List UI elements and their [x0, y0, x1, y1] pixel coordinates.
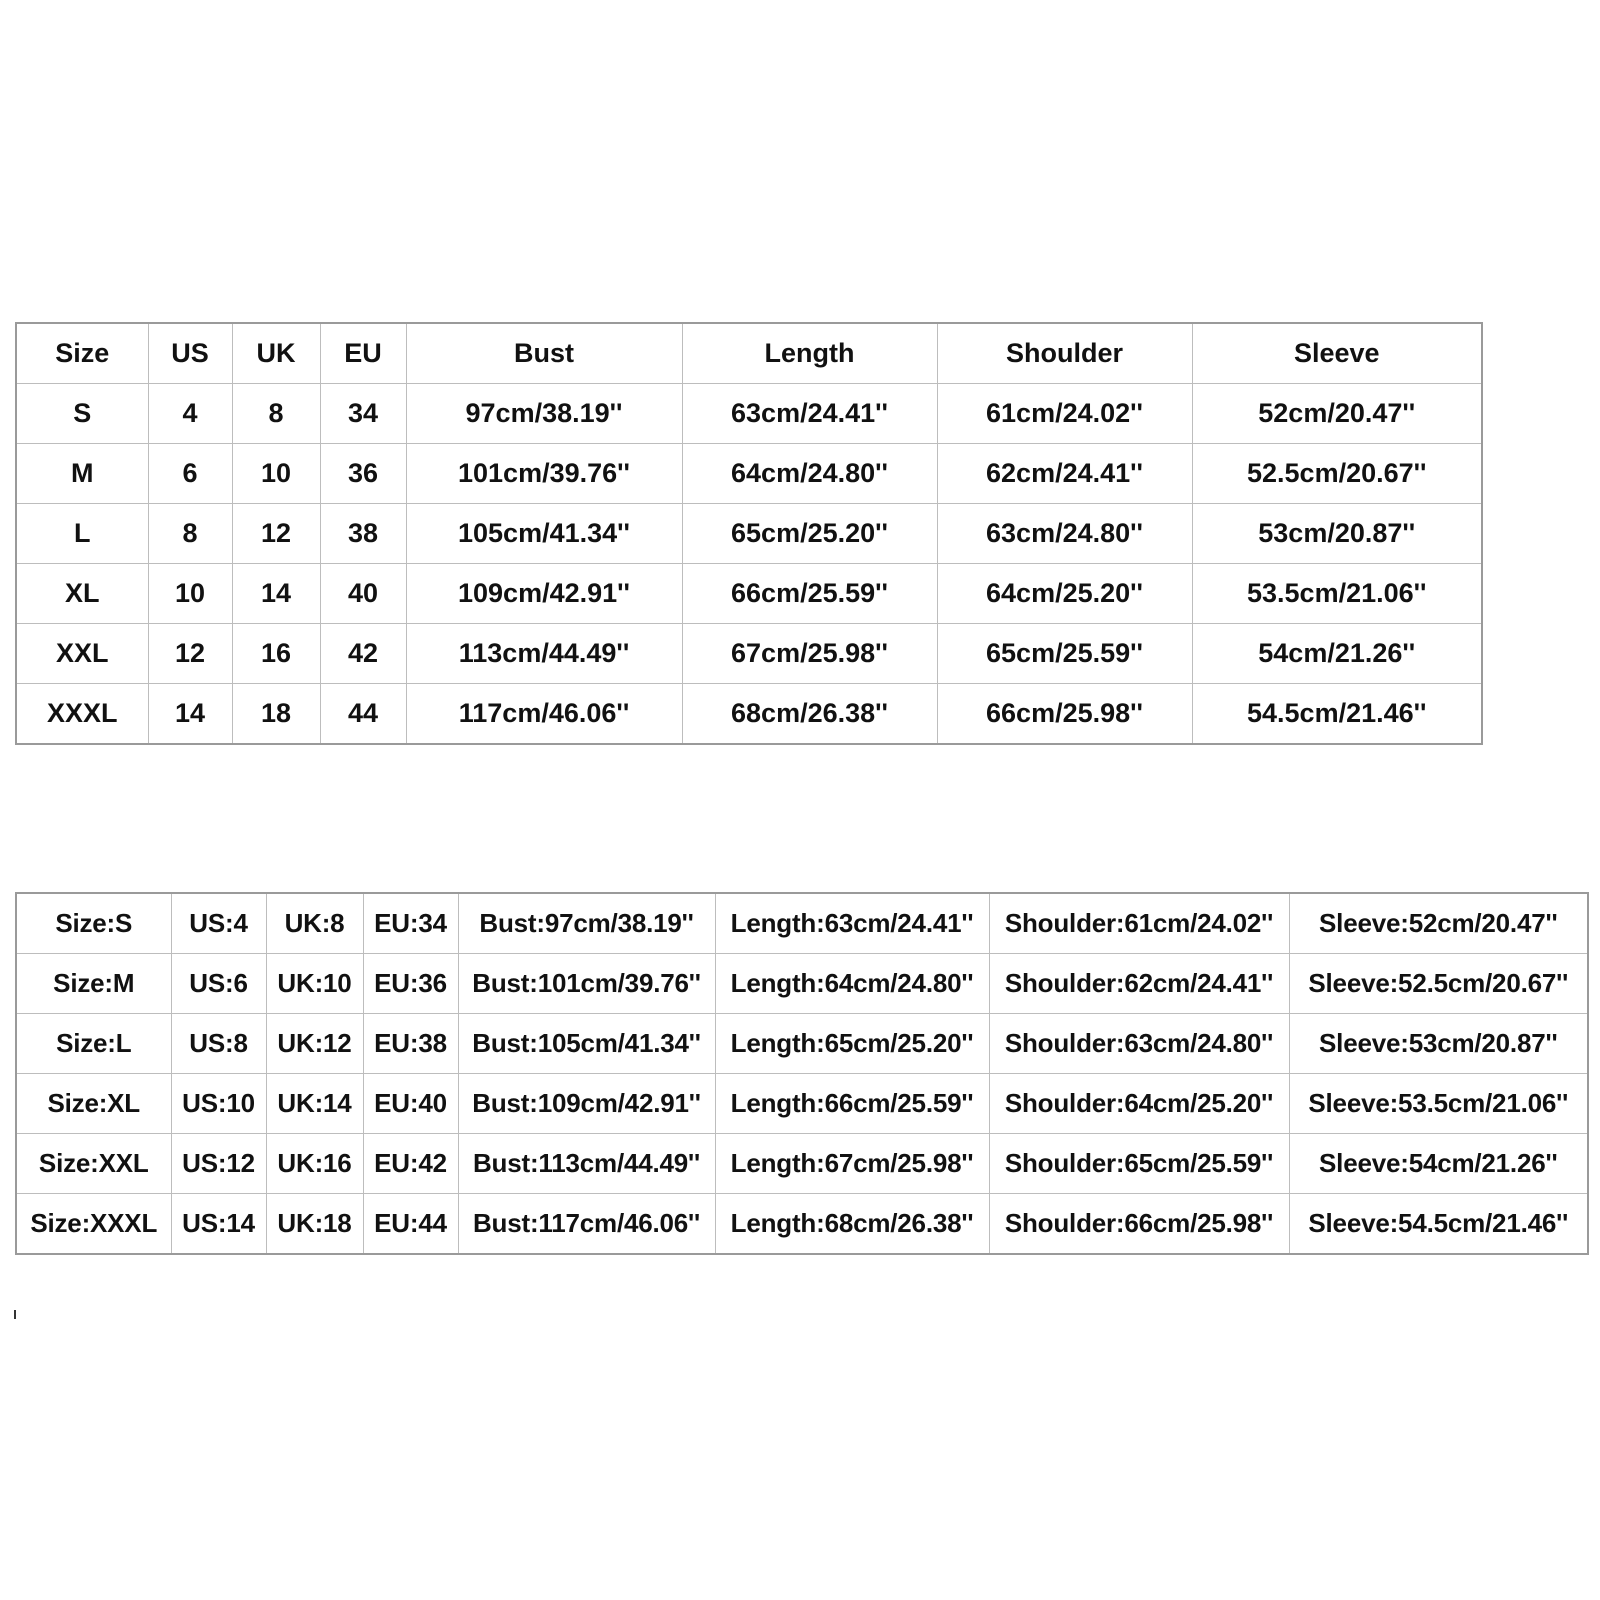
- table-cell: 54.5cm/21.46'': [1192, 684, 1482, 745]
- table-cell: Bust:97cm/38.19'': [458, 893, 715, 954]
- table-cell: US:4: [171, 893, 266, 954]
- table-cell: 53.5cm/21.06'': [1192, 564, 1482, 624]
- table-cell: Length:65cm/25.20'': [715, 1014, 989, 1074]
- table-cell: 12: [232, 504, 320, 564]
- table-cell: Length:68cm/26.38'': [715, 1194, 989, 1255]
- table-cell: UK:8: [266, 893, 363, 954]
- table-cell: 36: [320, 444, 406, 504]
- table-row: [16, 624, 1482, 684]
- table-cell: 63cm/24.41'': [682, 384, 937, 444]
- table-cell: 66cm/25.98'': [937, 684, 1192, 745]
- table-cell: UK:16: [266, 1134, 363, 1194]
- table-cell: Length:66cm/25.59'': [715, 1074, 989, 1134]
- table-cell: 64cm/25.20'': [937, 564, 1192, 624]
- table-cell: Bust:109cm/42.91'': [458, 1074, 715, 1134]
- table-cell: 4: [148, 384, 232, 444]
- table-cell: 53cm/20.87'': [1192, 504, 1482, 564]
- table-cell: US:8: [171, 1014, 266, 1074]
- table-cell: Size:XL: [16, 1074, 171, 1134]
- table-row: [16, 1194, 1588, 1255]
- table-cell: Shoulder:66cm/25.98'': [989, 1194, 1289, 1255]
- table-cell: 44: [320, 684, 406, 745]
- table-cell: 40: [320, 564, 406, 624]
- table-row: [16, 1014, 1588, 1074]
- table-cell: 42: [320, 624, 406, 684]
- table-cell: 18: [232, 684, 320, 745]
- table-cell: EU:42: [363, 1134, 458, 1194]
- table-cell: Bust:105cm/41.34'': [458, 1014, 715, 1074]
- table-row: [16, 444, 1482, 504]
- table-cell: 61cm/24.02'': [937, 384, 1192, 444]
- header-uk: UK: [232, 323, 320, 384]
- table-cell: 8: [232, 384, 320, 444]
- table-cell: 38: [320, 504, 406, 564]
- table-row: [16, 504, 1482, 564]
- table-cell: Length:67cm/25.98'': [715, 1134, 989, 1194]
- table-cell: 113cm/44.49'': [406, 624, 682, 684]
- table-cell: Shoulder:62cm/24.41'': [989, 954, 1289, 1014]
- table-header-row: [16, 323, 1482, 384]
- table-cell: Size:L: [16, 1014, 171, 1074]
- table-cell: EU:40: [363, 1074, 458, 1134]
- table-cell: XXXL: [16, 684, 148, 745]
- table-cell: UK:14: [266, 1074, 363, 1134]
- table-cell: Sleeve:54cm/21.26'': [1289, 1134, 1588, 1194]
- table-cell: 62cm/24.41'': [937, 444, 1192, 504]
- table-cell: UK:12: [266, 1014, 363, 1074]
- table-cell: EU:44: [363, 1194, 458, 1255]
- table-cell: 16: [232, 624, 320, 684]
- table-row: [16, 384, 1482, 444]
- table-cell: 8: [148, 504, 232, 564]
- table-cell: 6: [148, 444, 232, 504]
- table-cell: 117cm/46.06'': [406, 684, 682, 745]
- table-row: [16, 893, 1588, 954]
- header-length: Length: [682, 323, 937, 384]
- table-cell: UK:10: [266, 954, 363, 1014]
- table-cell: Length:63cm/24.41'': [715, 893, 989, 954]
- table-cell: 52cm/20.47'': [1192, 384, 1482, 444]
- table-cell: EU:34: [363, 893, 458, 954]
- size-chart-table: [15, 322, 1483, 745]
- table-cell: Bust:101cm/39.76'': [458, 954, 715, 1014]
- table-cell: Size:XXL: [16, 1134, 171, 1194]
- table-cell: 54cm/21.26'': [1192, 624, 1482, 684]
- table-cell: Length:64cm/24.80'': [715, 954, 989, 1014]
- header-us: US: [148, 323, 232, 384]
- table-cell: XXL: [16, 624, 148, 684]
- table-cell: Sleeve:53.5cm/21.06'': [1289, 1074, 1588, 1134]
- header-size: Size: [16, 323, 148, 384]
- table-cell: 14: [148, 684, 232, 745]
- table-cell: Sleeve:52.5cm/20.67'': [1289, 954, 1588, 1014]
- stray-tick-mark: [14, 1310, 16, 1319]
- table-cell: US:10: [171, 1074, 266, 1134]
- table-cell: Bust:117cm/46.06'': [458, 1194, 715, 1255]
- table-cell: XL: [16, 564, 148, 624]
- table-cell: 10: [232, 444, 320, 504]
- table-cell: Shoulder:64cm/25.20'': [989, 1074, 1289, 1134]
- table-cell: Size:S: [16, 893, 171, 954]
- table-cell: M: [16, 444, 148, 504]
- header-eu: EU: [320, 323, 406, 384]
- header-bust: Bust: [406, 323, 682, 384]
- table-cell: US:14: [171, 1194, 266, 1255]
- table-cell: 109cm/42.91'': [406, 564, 682, 624]
- table-cell: Sleeve:53cm/20.87'': [1289, 1014, 1588, 1074]
- table-cell: 97cm/38.19'': [406, 384, 682, 444]
- table-cell: EU:38: [363, 1014, 458, 1074]
- table-cell: Bust:113cm/44.49'': [458, 1134, 715, 1194]
- size-chart-labeled-table: [15, 892, 1589, 1255]
- table-cell: Size:XXXL: [16, 1194, 171, 1255]
- table-cell: 67cm/25.98'': [682, 624, 937, 684]
- table-cell: Shoulder:65cm/25.59'': [989, 1134, 1289, 1194]
- table-cell: US:6: [171, 954, 266, 1014]
- table-row: [16, 954, 1588, 1014]
- table-cell: 63cm/24.80'': [937, 504, 1192, 564]
- table-cell: 65cm/25.20'': [682, 504, 937, 564]
- table-cell: US:12: [171, 1134, 266, 1194]
- table-cell: Sleeve:52cm/20.47'': [1289, 893, 1588, 954]
- table-cell: 14: [232, 564, 320, 624]
- table-cell: 68cm/26.38'': [682, 684, 937, 745]
- table-cell: Shoulder:61cm/24.02'': [989, 893, 1289, 954]
- table-cell: 12: [148, 624, 232, 684]
- table-row: [16, 1074, 1588, 1134]
- table-cell: 52.5cm/20.67'': [1192, 444, 1482, 504]
- table-row: [16, 684, 1482, 745]
- table-cell: Shoulder:63cm/24.80'': [989, 1014, 1289, 1074]
- table-cell: 10: [148, 564, 232, 624]
- table-cell: 101cm/39.76'': [406, 444, 682, 504]
- header-sleeve: Sleeve: [1192, 323, 1482, 384]
- table-cell: UK:18: [266, 1194, 363, 1255]
- table-cell: 64cm/24.80'': [682, 444, 937, 504]
- table-cell: Sleeve:54.5cm/21.46'': [1289, 1194, 1588, 1255]
- table-cell: S: [16, 384, 148, 444]
- table-cell: 34: [320, 384, 406, 444]
- table-cell: EU:36: [363, 954, 458, 1014]
- table-cell: 66cm/25.59'': [682, 564, 937, 624]
- table-cell: 65cm/25.59'': [937, 624, 1192, 684]
- table-cell: 105cm/41.34'': [406, 504, 682, 564]
- table-cell: Size:M: [16, 954, 171, 1014]
- header-shoulder: Shoulder: [937, 323, 1192, 384]
- table-row: [16, 1134, 1588, 1194]
- table-row: [16, 564, 1482, 624]
- table-cell: L: [16, 504, 148, 564]
